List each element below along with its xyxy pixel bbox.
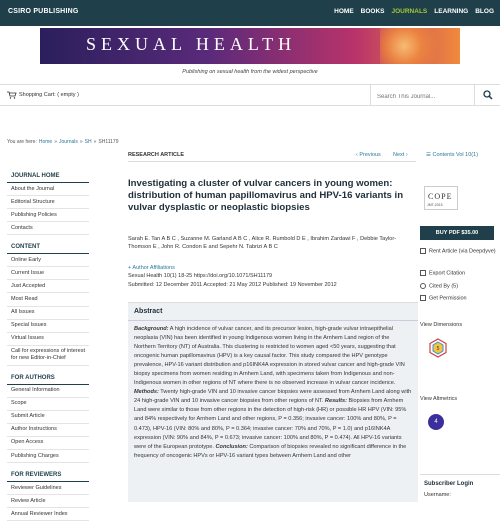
sidebar-item-call-editor[interactable]: Call for expressions of interest for new Editor-in-Chief [7,346,89,366]
nav-blog[interactable]: BLOG [475,8,494,15]
sidebar-item-virtual-issues[interactable]: Virtual Issues [7,333,89,346]
sidebar-item-current-issue[interactable]: Current Issue [7,267,89,280]
cart-icon[interactable] [7,91,17,99]
permission-icon [420,295,426,301]
abstract-label-methods: Methods: [134,389,159,396]
breadcrumb-sh[interactable]: SH [84,139,92,145]
sidebar-item-online-early[interactable]: Online Early [7,254,89,267]
sidebar-item-contacts[interactable]: Contacts [7,222,89,235]
abstract-text-methods: Twenty high-grade VIN and 10 invasive cancer biopsies were assessed from Arnhem Land along with 24 high-grade VIN and 10 invasive cancer biopsies from other regions of NT. [134,389,412,405]
contents-volume-label: Contents Vol 10(1) [432,152,479,158]
article-authors[interactable]: Sarah E. Tan A B C , Suzanne M. Garland A B C , Alice R. Rumbold D E , Ibrahim Zardawi F , Debbie Taylor-Thomson E , John R. Condon E and Sepehr N. Tabrizi A B C [128,236,397,251]
sidebar-item-open-access[interactable]: Open Access [7,437,89,450]
dimensions-badge-icon[interactable] [428,338,448,358]
view-altmetrics-label[interactable]: View Altmetrics [420,396,458,402]
sidebar-item-submit-article[interactable]: Submit Article [7,411,89,424]
breadcrumb-sep: » [79,139,83,145]
subscriber-login-heading: Subscriber Login [424,481,474,487]
cope-text: COPE [428,192,453,201]
buy-pdf-button[interactable]: BUY PDF $35.00 [420,226,494,240]
sidebar-heading-content: CONTENT [7,241,89,254]
abstract-text-conclusion: Comparison of biopsies revealed no significant difference in the frequency of oncogenic HPVs or HPV-16 variant types between Arnhem Land and other [134,443,407,459]
cope-logo[interactable] [424,186,458,210]
subscriber-login-box [420,474,500,504]
sidebar-heading-for-authors: FOR AUTHORS [7,372,89,385]
sidebar-item-scope[interactable]: Scope [7,398,89,411]
journal-banner[interactable] [40,28,460,64]
abstract-label-background: Background: [134,326,169,332]
cope-subtext: JMT-2015 [427,203,443,207]
sidebar-item-just-accepted[interactable]: Just Accepted [7,280,89,293]
abstract-text-results: Biopsies from Arnhem Land were similar to those from other regions in the detection of high-risk (HR) or possible HR HPV (VIN: 95% and 84% respectively for Arnhem Land and other regions, P = 0.356; invasive cancer: 100% and 80%, P = 0.473), HPV-16 (VIN: 80% and 80%, P = 0.364; invasive cancer: 70% and 70%, P = 1.0) and p16INK4A expression (VIN: 90% and 84%, P = 0.673; invasive cancer: 100% and 80%, P = 0.474). All HPV-16 variants were of the European prototype. [134,398,407,450]
article-main [128,152,416,459]
sidebar-item-policies[interactable]: Publishing Policies [7,209,89,222]
cited-by-label: Cited By (5) [429,283,459,290]
sidebar-item-all-issues[interactable]: All Issues [7,307,89,320]
breadcrumb-prefix: You are here: [7,139,37,145]
abstract-body [128,321,418,465]
rent-article-link[interactable] [420,248,496,256]
article-top-bar [128,152,416,162]
journal-tagline: Publishing on sexual health from the widest perspective [182,69,318,75]
get-permission-label: Get Permission [429,295,467,302]
top-nav [334,8,494,15]
sidebar-heading-journal-home[interactable]: JOURNAL HOME [7,170,89,183]
sidebar [7,164,89,521]
breadcrumb-home[interactable]: Home [38,139,53,145]
altmetric-badge[interactable]: 4 [428,414,444,430]
author-affiliations-link[interactable]: + Author Affiliations [128,265,175,271]
contents-icon: ☰ [426,152,433,158]
article-title: Investigating a cluster of vulvar cancers in young women: distribution of human papillomavirus and HPV-16 variants in vulvar dysplastic or neoplastic biopsies [128,178,404,213]
breadcrumb-sep: » [54,139,57,145]
search-button[interactable] [474,85,500,105]
shopping-cart-label[interactable]: Shopping Cart: ( empty ) [19,92,79,98]
csiro-logo[interactable]: CSIRO PUBLISHING [8,8,79,15]
search-icon [483,90,493,100]
sidebar-item-most-read[interactable]: Most Read [7,293,89,306]
abstract-heading: Abstract [128,303,418,321]
article-dates: Submitted: 12 December 2011 Accepted: 21 May 2012 Published: 19 November 2012 [128,282,337,288]
abstract-text-background: A high incidence of vulvar cancer, and its precursor lesion, high-grade vulvar intraepithelial neoplasia (VIN) has been identified in young Indigenous women living in the Arnhem Land region of the Northern Territory (NT) of Australia. This clustering is restricted to women aged <50 years, suggesting that oncogenic human papillomavirus (HPV) is a key causal factor. This study compared the HPV genotype prevalence, HPV-16 variant distribution and p16INK4A expression in stored vulvar cancer and high-grade VIN biopsy specimens from women residing in Arnhem Land, with specimens taken from Indigenous and non-Indigenous women in other regions of NT where there is no observed increase in vulvar cancer incidence. [134,326,405,387]
sidebar-item-general-info[interactable]: General Information [7,385,89,398]
get-permission-link[interactable] [420,295,467,303]
breadcrumb [7,139,119,145]
cited-by-link[interactable] [420,283,458,291]
cart-search-row [0,84,500,106]
abstract-section [128,302,418,502]
sidebar-item-reviewer-index[interactable]: Annual Reviewer Index [7,508,89,521]
sidebar-item-review-article[interactable]: Review Article [7,495,89,508]
contents-volume-link[interactable] [426,152,478,158]
nav-journals[interactable]: JOURNALS [391,8,428,15]
previous-link[interactable]: ‹ Previous [356,152,381,158]
view-dimensions-label[interactable]: View Dimensions [420,322,463,328]
cited-by-icon [420,283,426,289]
journal-title: SEXUAL HEALTH [86,34,297,54]
sidebar-heading-for-reviewers: FOR REVIEWERS [7,469,89,482]
article-type: RESEARCH ARTICLE [128,152,185,158]
rent-icon [420,248,426,254]
breadcrumb-journals[interactable]: Journals [58,139,78,145]
search-input[interactable] [371,88,471,106]
export-citation-link[interactable] [420,270,465,278]
rent-article-label: Rent Article (via Deepdyve) [429,248,496,255]
export-citation-label: Export Citation [429,270,466,277]
nav-books[interactable]: BOOKS [360,8,385,15]
banner-decoration [380,28,460,64]
sidebar-item-about[interactable]: About the Journal [7,183,89,196]
nav-learning[interactable]: LEARNING [434,8,469,15]
next-link[interactable]: Next › [393,152,408,158]
export-icon [420,270,426,276]
sidebar-item-author-instructions[interactable]: Author Instructions [7,424,89,437]
abstract-label-conclusion: Conclusion: [215,443,248,450]
breadcrumb-current: SH11179 [98,139,119,145]
sidebar-item-special-issues[interactable]: Special Issues [7,320,89,333]
svg-text:5: 5 [436,346,440,352]
username-label: Username: [424,492,451,498]
sidebar-item-reviewer-guidelines[interactable]: Reviewer Guidelines [7,482,89,495]
article-citation[interactable]: Sexual Health 10(1) 18-25 https://doi.org/10.1071/SH11179 [128,273,273,279]
sidebar-item-publishing-charges[interactable]: Publishing Charges [7,450,89,463]
abstract-label-results: Results: [324,398,347,405]
breadcrumb-sep: » [93,139,97,145]
nav-home[interactable]: HOME [334,8,354,15]
sidebar-item-editorial[interactable]: Editorial Structure [7,196,89,209]
search-container [370,85,474,105]
top-bar [0,0,500,26]
